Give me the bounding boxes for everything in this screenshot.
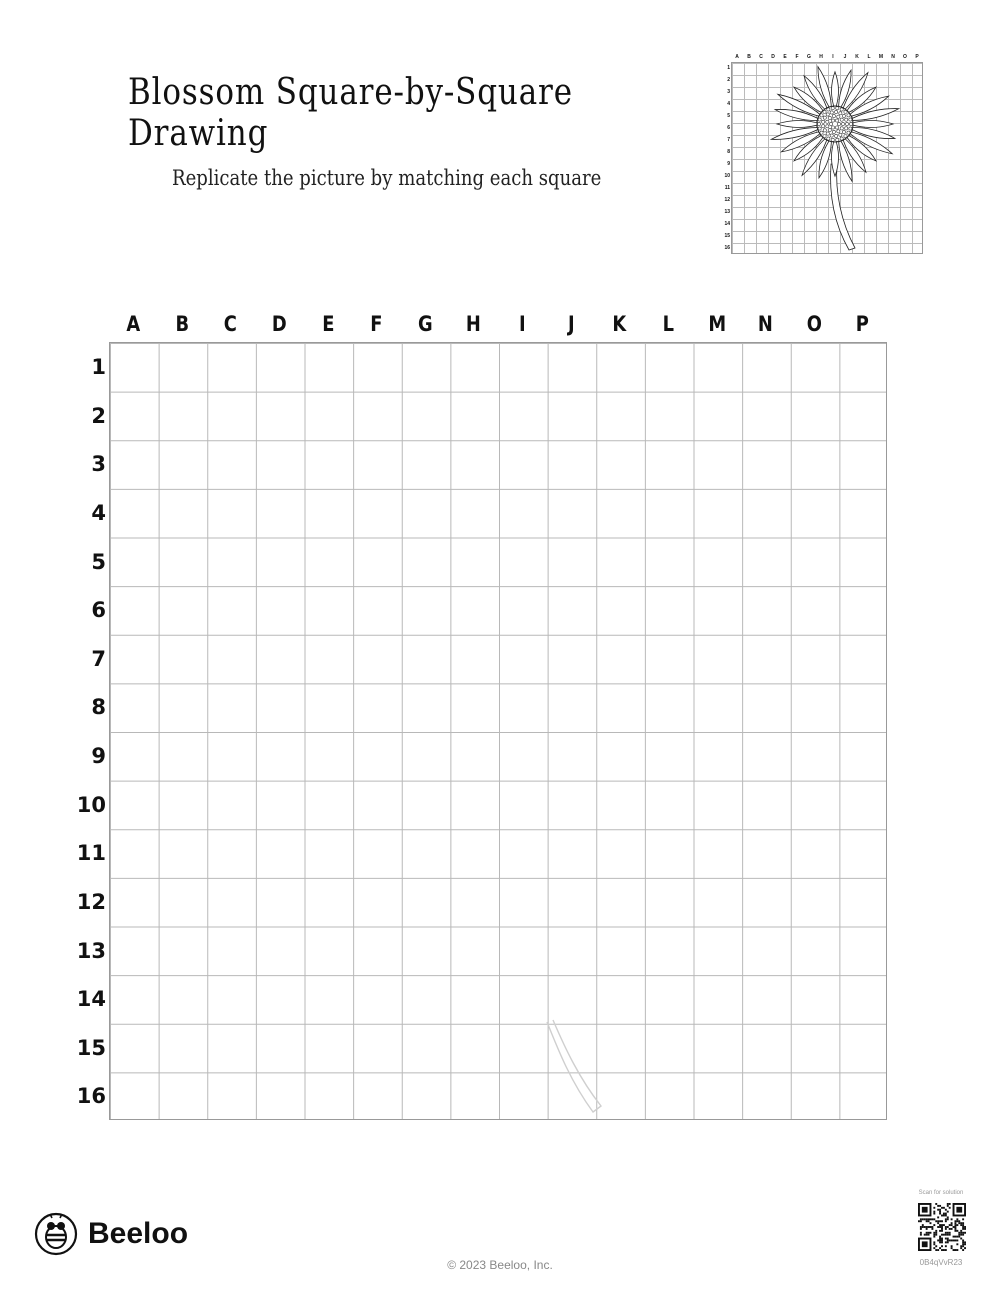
petal (832, 72, 839, 110)
reference-column-label: P (915, 54, 919, 60)
reference-row-label: 10 (724, 173, 730, 179)
petal (777, 121, 821, 128)
column-label: A (126, 312, 141, 336)
reference-row-label: 13 (724, 209, 730, 215)
bee-icon (34, 1212, 78, 1256)
reference-column-label: D (771, 54, 775, 60)
row-label: 7 (91, 646, 106, 671)
column-label: D (271, 312, 287, 336)
reference-row-label: 1 (727, 65, 730, 71)
row-label: 14 (76, 987, 106, 1012)
column-label: G (417, 312, 433, 336)
reference-row-label: 3 (727, 89, 730, 95)
stem-starter-sketch (109, 342, 887, 1120)
column-label: C (223, 312, 238, 336)
reference-column-label: J (843, 54, 847, 60)
row-label: 5 (91, 549, 106, 574)
reference-row-label: 6 (727, 125, 730, 131)
column-label: M (707, 312, 726, 336)
reference-row-label: 12 (724, 197, 730, 203)
row-label: 2 (91, 403, 106, 428)
column-label: P (856, 312, 870, 336)
row-label: 10 (76, 792, 106, 817)
column-label: B (175, 312, 189, 336)
brand-logo (34, 1212, 188, 1256)
reference-row-label: 4 (727, 101, 730, 107)
column-label: H (466, 312, 482, 336)
column-label: N (757, 312, 773, 336)
reference-row-label: 7 (727, 137, 730, 143)
reference-row-label: 15 (724, 233, 730, 239)
page-title: Blossom Square-by-Square Drawing (128, 72, 573, 154)
reference-picture (718, 54, 928, 260)
reference-column-label: C (759, 54, 763, 60)
column-label: K (612, 312, 627, 336)
reference-column-label: G (807, 54, 811, 60)
brand-name: Beeloo (88, 1217, 189, 1250)
reference-column-label: F (795, 54, 799, 60)
reference-column-label: A (735, 54, 739, 60)
reference-row-label: 16 (724, 245, 730, 251)
reference-column-label: H (819, 54, 823, 60)
daisy-center (817, 106, 853, 142)
row-label: 11 (76, 841, 106, 866)
row-label: 1 (91, 355, 106, 379)
reference-row-label: 14 (724, 221, 730, 227)
petal (849, 121, 893, 128)
reference-row-label: 5 (727, 113, 730, 119)
qr-code-icon[interactable] (918, 1203, 966, 1251)
column-label: F (370, 312, 383, 336)
row-label: 8 (91, 695, 106, 720)
column-label: I (518, 312, 526, 336)
daisy-drawing (731, 62, 923, 254)
row-label: 3 (91, 452, 106, 477)
column-label: L (662, 312, 674, 336)
row-label: 4 (91, 500, 106, 525)
column-label: O (806, 312, 822, 336)
reference-column-label: L (867, 54, 871, 60)
reference-row-label: 8 (727, 149, 730, 155)
reference-column-label: B (747, 54, 751, 60)
qr-code-text: 0B4qVvR23 (919, 1258, 963, 1267)
reference-row-label: 11 (724, 185, 730, 191)
reference-column-label: N (891, 54, 895, 60)
reference-row-label: 9 (727, 161, 730, 167)
reference-column-label: O (903, 54, 907, 60)
row-label: 6 (91, 598, 106, 623)
row-label: 12 (76, 889, 106, 914)
reference-column-label: E (783, 54, 787, 60)
reference-column-label: M (878, 54, 884, 60)
reference-column-label: K (855, 54, 859, 60)
copyright-text: © 2023 Beeloo, Inc. (447, 1258, 553, 1272)
page-subtitle: Replicate the picture by matching each square (172, 166, 602, 190)
row-label: 15 (76, 1035, 106, 1060)
qr-caption: Scan for solution (918, 1190, 964, 1196)
reference-column-label: I (832, 54, 834, 60)
column-label: J (567, 312, 575, 336)
reference-row-label: 2 (727, 77, 730, 83)
row-label: 16 (76, 1084, 106, 1109)
column-label: E (321, 312, 334, 336)
row-label: 13 (76, 938, 106, 963)
row-label: 9 (91, 744, 106, 768)
